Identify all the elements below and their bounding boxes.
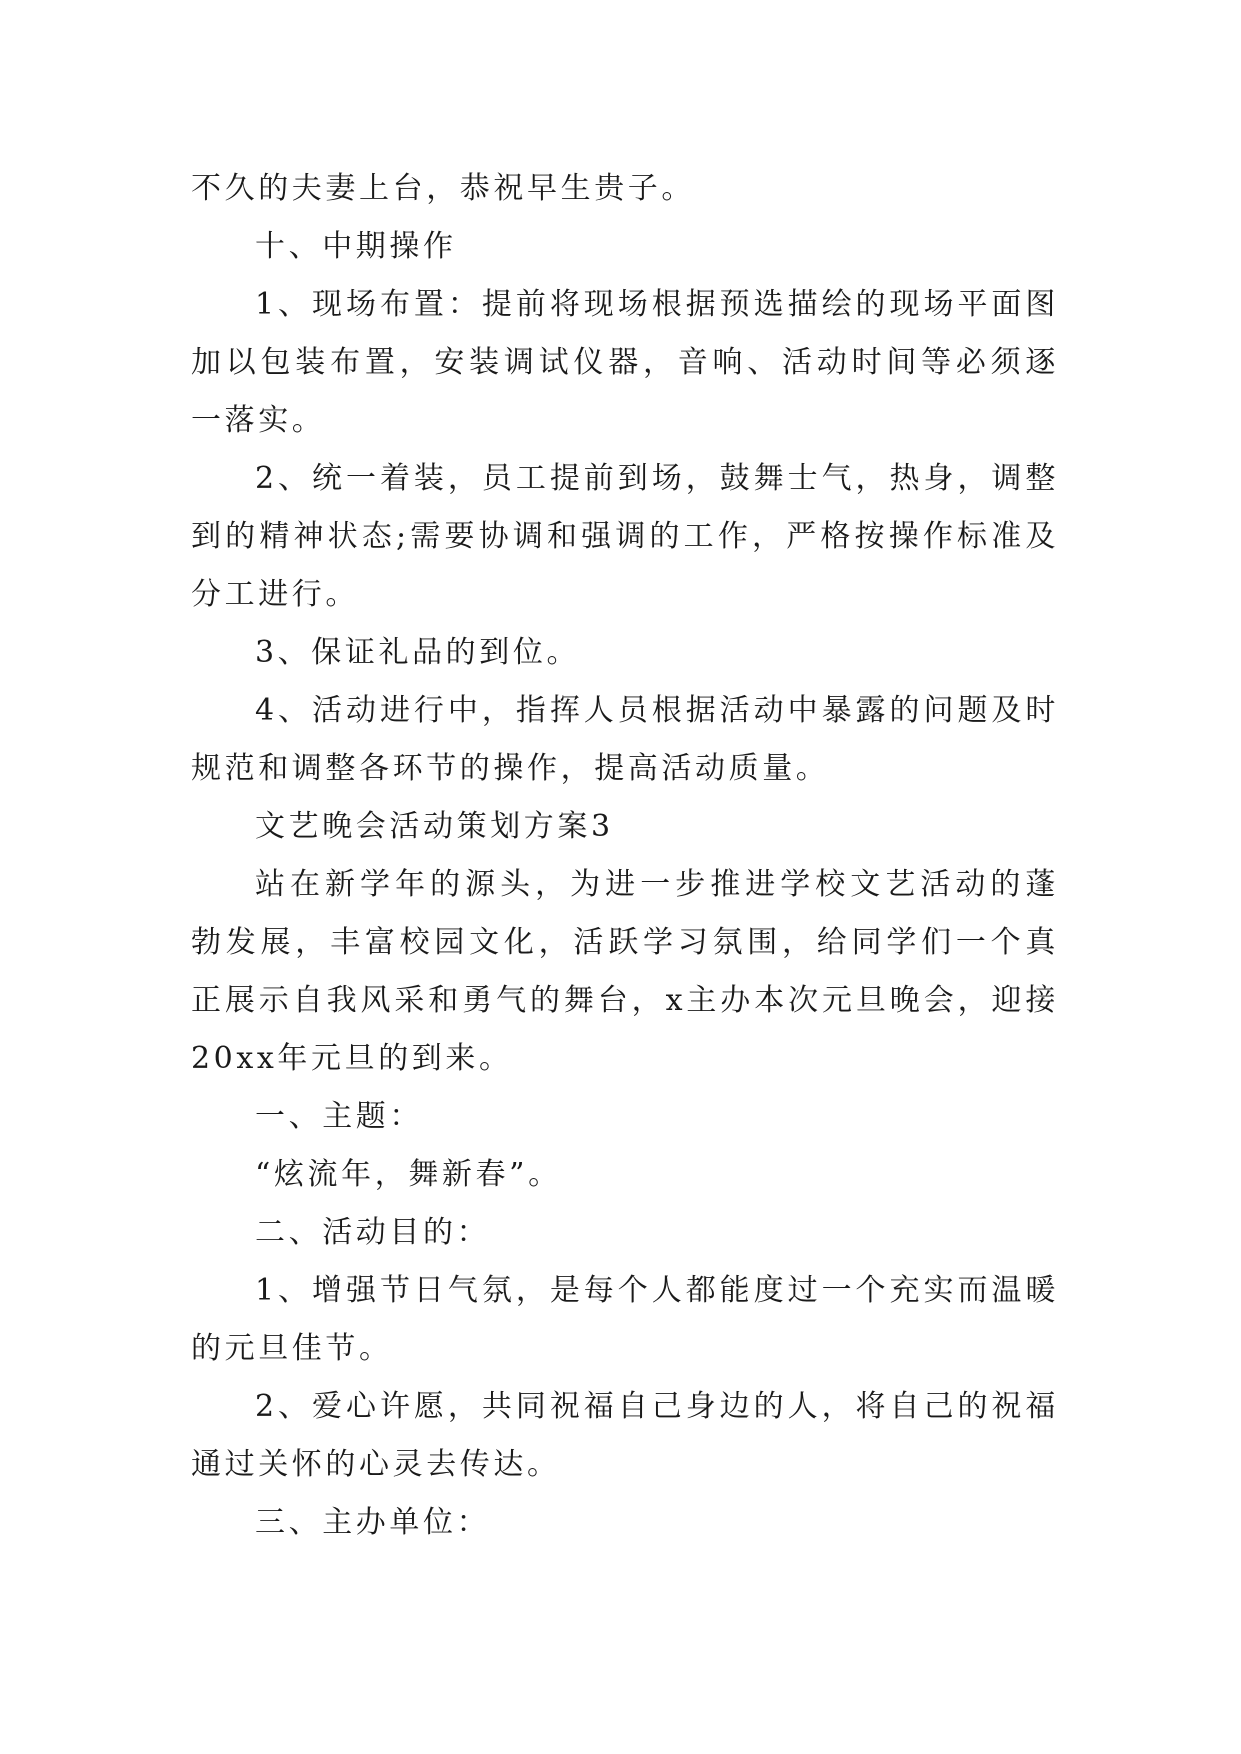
paragraph: 2、爱心许愿，共同祝福自己身边的人，将自己的祝福通过关怀的心灵去传达。 xyxy=(191,1389,1059,1482)
paragraph: 3、保证礼品的到位。 xyxy=(255,635,581,670)
paragraph: “炫流年，舞新春”。 xyxy=(255,1157,562,1192)
section-heading: 十、中期操作 xyxy=(255,229,457,264)
paragraph: 1、增强节日气氛，是每个人都能度过一个充实而温暖的元旦佳节。 xyxy=(191,1273,1059,1366)
paragraph: 站在新学年的源头，为进一步推进学校文艺活动的蓬勃发展，丰富校园文化，活跃学习氛围，给同学们一个真正展示自我风采和勇气的舞台，x主办本次元旦晚会，迎接20xx年元旦的到来。 xyxy=(191,867,1059,1076)
paragraph: 2、统一着装，员工提前到场，鼓舞士气，热身，调整到的精神状态;需要协调和强调的工作，严格按操作标准及分工进行。 xyxy=(191,461,1059,612)
section-heading: 二、活动目的： xyxy=(255,1215,491,1250)
section-heading: 三、主办单位： xyxy=(255,1505,491,1540)
section-title: 文艺晚会活动策划方案3 xyxy=(255,809,614,844)
section-heading: 一、主题： xyxy=(255,1099,423,1134)
paragraph: 1、现场布置：提前将现场根据预选描绘的现场平面图加以包装布置，安装调试仪器，音响、活动时间等必须逐一落实。 xyxy=(191,287,1059,438)
paragraph: 不久的夫妻上台，恭祝早生贵子。 xyxy=(191,171,695,206)
paragraph: 4、活动进行中，指挥人员根据活动中暴露的问题及时规范和调整各环节的操作，提高活动质量。 xyxy=(191,693,1059,786)
document-body xyxy=(191,160,1059,1552)
